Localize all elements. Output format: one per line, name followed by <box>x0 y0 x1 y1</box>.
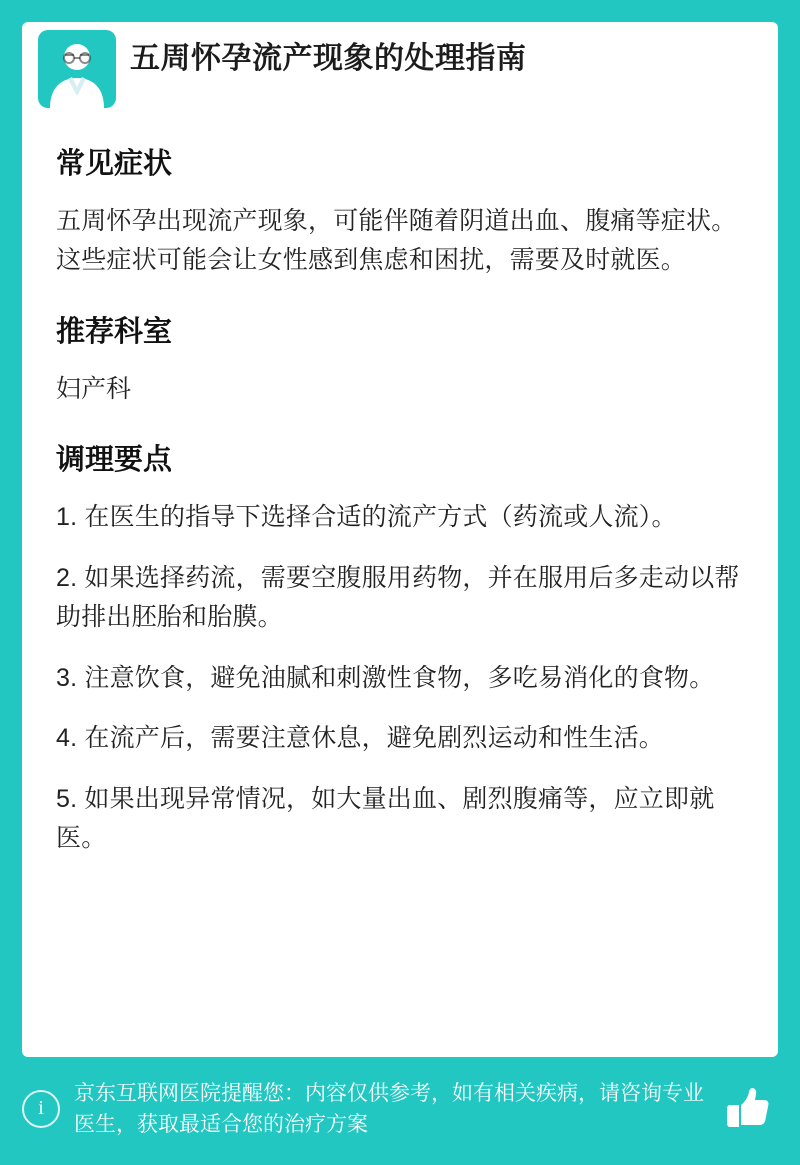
article-body <box>22 96 778 858</box>
list-item: 5. 如果出现异常情况，如大量出血、剧烈腹痛等，应立即就医。 <box>56 785 715 852</box>
info-circle-icon: i <box>22 1090 60 1128</box>
heading-tips: 调理要点 <box>56 444 173 476</box>
list-item: 4. 在流产后，需要注意休息，避免剧烈运动和性生活。 <box>56 724 664 753</box>
thumbs-up-icon[interactable] <box>716 1080 774 1138</box>
doctor-avatar-icon <box>38 30 116 108</box>
heading-symptoms: 常见症状 <box>56 148 173 180</box>
content-card <box>22 22 778 1057</box>
footer-disclaimer-bar <box>22 1063 778 1155</box>
heading-department: 推荐科室 <box>56 316 173 349</box>
disclaimer-text: 京东互联网医院提醒您：内容仅供参考，如有相关疾病，请咨询专业医生，获取最适合您的治疗方案 <box>74 1081 704 1136</box>
card-header <box>22 22 778 96</box>
text-symptoms: 五周怀孕出现流产现象，可能伴随着阴道出血、腹痛等症状。这些症状可能会让女性感到焦虑和困扰，需要及时就医。 <box>56 207 737 275</box>
list-item: 1. 在医生的指导下选择合适的流产方式（药流或人流）。 <box>56 503 677 532</box>
tips-list <box>56 498 744 857</box>
text-department: 妇产科 <box>56 374 132 403</box>
list-item: 2. 如果选择药流，需要空腹服用药物，并在服用后多走动以帮助排出胚胎和胎膜。 <box>56 564 740 631</box>
page-title: 五周怀孕流产现象的处理指南 <box>130 42 527 75</box>
list-item: 3. 注意饮食，避免油腻和刺激性食物，多吃易消化的食物。 <box>56 663 715 692</box>
